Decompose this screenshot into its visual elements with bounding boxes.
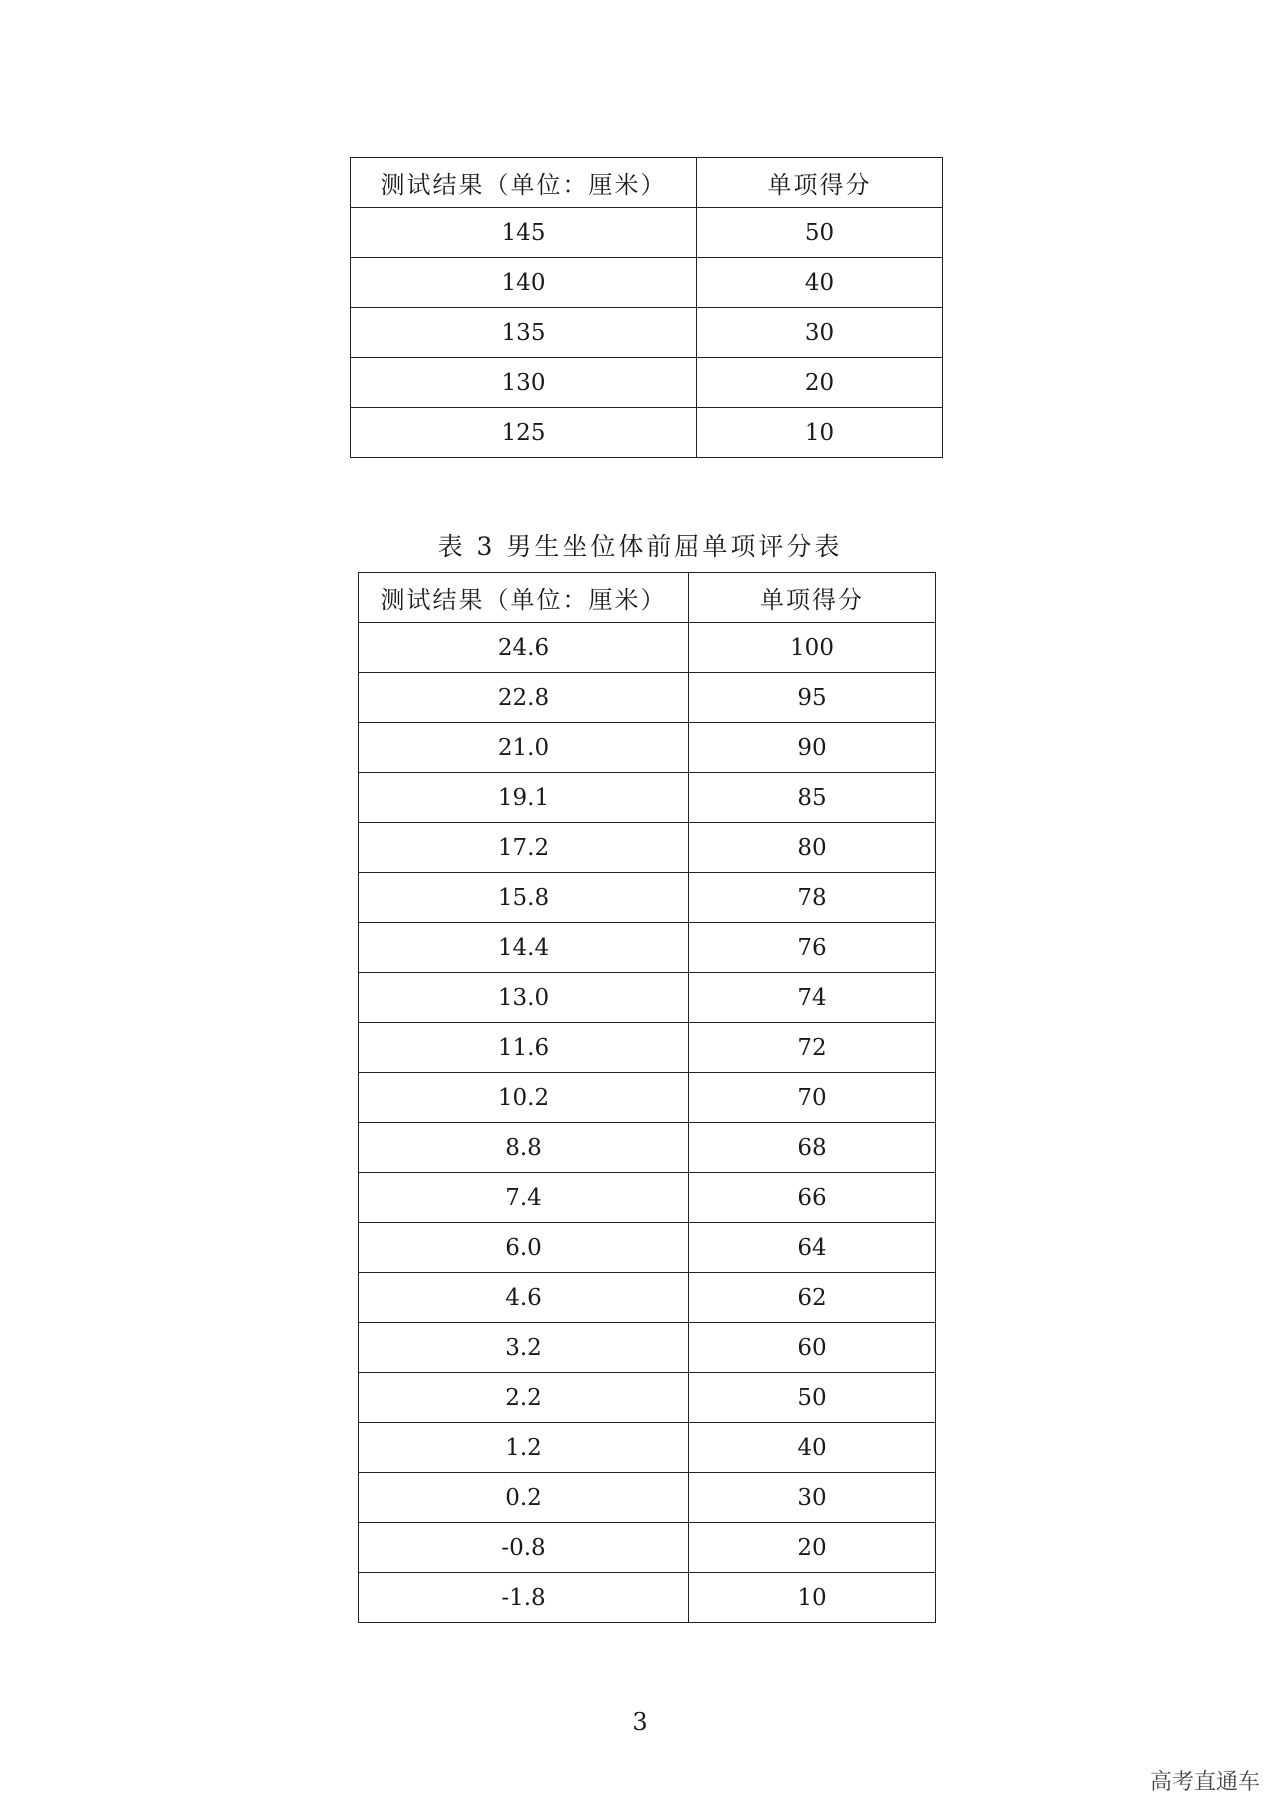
cell-score: 85 [689, 773, 936, 823]
cell-score: 66 [689, 1173, 936, 1223]
cell-score: 10 [697, 408, 943, 458]
table-row [359, 1273, 936, 1323]
table-row [351, 208, 943, 258]
table-row [359, 1073, 936, 1123]
table-row [359, 1473, 936, 1523]
cell-score: 68 [689, 1123, 936, 1173]
table-row [359, 1173, 936, 1223]
cell-test-result: 1.2 [359, 1423, 689, 1473]
cell-test-result: 135 [351, 308, 697, 358]
cell-score: 72 [689, 1023, 936, 1073]
table-row [359, 1423, 936, 1473]
table-row [359, 973, 936, 1023]
cell-score: 62 [689, 1273, 936, 1323]
cell-score: 10 [689, 1573, 936, 1623]
table-row [359, 1223, 936, 1273]
cell-test-result: -1.8 [359, 1573, 689, 1623]
table-row [359, 923, 936, 973]
cell-test-result: 7.4 [359, 1173, 689, 1223]
cell-test-result: 10.2 [359, 1073, 689, 1123]
cell-test-result: 13.0 [359, 973, 689, 1023]
cell-test-result: 145 [351, 208, 697, 258]
cell-test-result: 8.8 [359, 1123, 689, 1173]
cell-score: 74 [689, 973, 936, 1023]
table-row [359, 623, 936, 673]
cell-test-result: 15.8 [359, 873, 689, 923]
cell-score: 78 [689, 873, 936, 923]
header-test-result: 测试结果（单位：厘米） [359, 573, 689, 623]
cell-score: 20 [689, 1523, 936, 1573]
table-row [359, 723, 936, 773]
cell-test-result: 14.4 [359, 923, 689, 973]
cell-test-result: 125 [351, 408, 697, 458]
cell-test-result: 2.2 [359, 1373, 689, 1423]
cell-test-result: 19.1 [359, 773, 689, 823]
cell-test-result: 11.6 [359, 1023, 689, 1073]
score-table-top [350, 157, 943, 458]
cell-test-result: 4.6 [359, 1273, 689, 1323]
cell-test-result: 130 [351, 358, 697, 408]
table-row [351, 358, 943, 408]
cell-test-result: -0.8 [359, 1523, 689, 1573]
cell-test-result: 22.8 [359, 673, 689, 723]
table-row [351, 308, 943, 358]
header-score: 单项得分 [697, 158, 943, 208]
table-row [359, 1323, 936, 1373]
table-3-caption: 表 3 男生坐位体前屈单项评分表 [437, 532, 843, 561]
score-table-3 [358, 572, 936, 1623]
cell-test-result: 6.0 [359, 1223, 689, 1273]
table-row [359, 1523, 936, 1573]
cell-score: 64 [689, 1223, 936, 1273]
page-number: 3 [632, 1708, 648, 1736]
cell-test-result: 24.6 [359, 623, 689, 673]
table-row [351, 408, 943, 458]
table-row [359, 873, 936, 923]
table-row [351, 258, 943, 308]
table-row [359, 1573, 936, 1623]
cell-score: 100 [689, 623, 936, 673]
cell-score: 70 [689, 1073, 936, 1123]
cell-test-result: 21.0 [359, 723, 689, 773]
cell-score: 40 [689, 1423, 936, 1473]
header-test-result: 测试结果（单位：厘米） [351, 158, 697, 208]
watermark-logo: 高考直通车 [1149, 1770, 1260, 1795]
table-row [359, 773, 936, 823]
table-row [359, 823, 936, 873]
cell-test-result: 3.2 [359, 1323, 689, 1373]
cell-score: 50 [697, 208, 943, 258]
cell-test-result: 0.2 [359, 1473, 689, 1523]
table-header-row [351, 158, 943, 208]
cell-test-result: 17.2 [359, 823, 689, 873]
cell-score: 90 [689, 723, 936, 773]
cell-score: 30 [697, 308, 943, 358]
table-row [359, 673, 936, 723]
cell-score: 60 [689, 1323, 936, 1373]
cell-score: 95 [689, 673, 936, 723]
table-header-row [359, 573, 936, 623]
table-row [359, 1023, 936, 1073]
header-score: 单项得分 [689, 573, 936, 623]
cell-score: 30 [689, 1473, 936, 1523]
cell-test-result: 140 [351, 258, 697, 308]
table-row [359, 1373, 936, 1423]
cell-score: 50 [689, 1373, 936, 1423]
cell-score: 80 [689, 823, 936, 873]
cell-score: 76 [689, 923, 936, 973]
cell-score: 20 [697, 358, 943, 408]
table-row [359, 1123, 936, 1173]
cell-score: 40 [697, 258, 943, 308]
